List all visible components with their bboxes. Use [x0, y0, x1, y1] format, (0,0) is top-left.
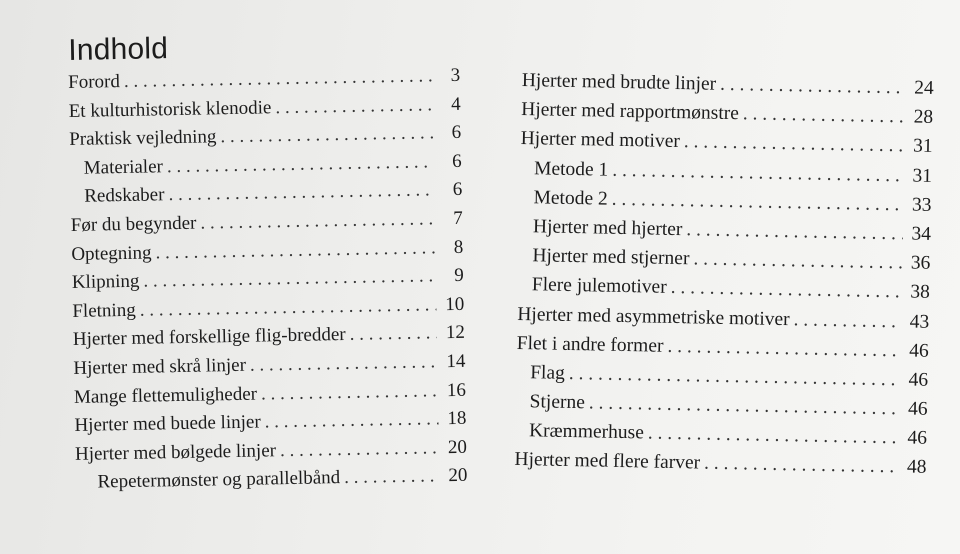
toc-entry-label: Fletning	[72, 299, 136, 322]
dot-leader	[200, 208, 435, 234]
dot-leader	[684, 131, 905, 157]
toc-entry-label: Hjerter med skrå linjer	[73, 354, 247, 379]
toc-entry-label: Kræmmerhuse	[528, 420, 645, 444]
toc-entry-label: Klipning	[71, 270, 140, 294]
toc-entry	[75, 465, 467, 501]
toc-entry-page-number: 6	[451, 121, 462, 144]
dot-leader	[793, 309, 901, 333]
dot-leader	[612, 188, 904, 216]
toc-entry-page-number: 16	[446, 379, 467, 401]
toc-entry-label: Hjerter med forskellige flig-bredder	[72, 324, 346, 351]
toc-entry-page-number: 9	[454, 264, 464, 287]
dot-leader	[344, 466, 440, 490]
toc-entry-label: Optegning	[71, 242, 152, 265]
dot-leader	[168, 180, 434, 207]
dot-leader	[220, 123, 433, 149]
toc-entry-page-number: 46	[908, 369, 929, 391]
dot-leader	[264, 408, 438, 433]
dot-leader	[140, 294, 437, 321]
toc-entry-label: Hjerter med buede linjer	[74, 411, 261, 437]
dot-leader	[167, 151, 434, 178]
toc-entry-label: Praktisk vejledning	[69, 126, 217, 151]
dot-leader	[155, 237, 435, 264]
page-title: Indhold	[68, 32, 169, 67]
toc-entry-page-number: 6	[452, 179, 463, 201]
dot-leader	[589, 392, 900, 420]
toc-entry-page-number: 33	[911, 194, 932, 216]
toc-entry-label: Før du begynder	[70, 212, 197, 236]
toc-left-column	[68, 65, 468, 501]
toc-entry-label: Hjerter med flere farver	[514, 449, 701, 474]
toc-entry-page-number: 7	[453, 207, 463, 229]
toc-entry-page-number: 28	[913, 106, 934, 129]
toc-entry-page-number: 14	[446, 350, 466, 373]
toc-entry-page-number: 36	[910, 252, 931, 274]
dot-leader	[261, 380, 438, 405]
toc-entry-label: Repetermønster og parallelbånd	[97, 467, 341, 493]
toc-entry-label: Metode 2	[533, 186, 608, 210]
toc-entry-page-number: 31	[912, 135, 933, 158]
toc-entry-label: Metode 1	[533, 157, 609, 181]
dot-leader	[686, 219, 903, 245]
toc-entry-label: Hjerter med rapportmønstre	[521, 99, 740, 125]
dot-leader	[743, 103, 906, 128]
toc-entry-label: Mange flettemuligheder	[73, 383, 258, 408]
toc-entry-page-number: 43	[909, 310, 930, 333]
toc-entry-label: Hjerter med hjerter	[532, 216, 683, 241]
toc-entry-page-number: 20	[447, 436, 468, 458]
toc-entry-page-number: 46	[907, 427, 928, 450]
toc-entry-page-number: 46	[907, 398, 928, 420]
toc-right-column	[514, 70, 934, 486]
toc-entry-page-number: 18	[447, 407, 467, 430]
toc-entry-page-number: 34	[911, 223, 932, 245]
dot-leader	[667, 336, 901, 362]
dot-leader	[250, 351, 438, 376]
toc-entry-page-number: 20	[448, 465, 468, 487]
toc-entry-page-number: 6	[452, 150, 462, 172]
toc-entry-label: Hjerter med stjerner	[532, 245, 690, 270]
toc-entry-page-number: 10	[445, 293, 465, 315]
dot-leader	[124, 65, 433, 93]
dot-leader	[648, 423, 900, 450]
dot-leader	[275, 94, 433, 119]
toc-entry-page-number: 8	[453, 236, 464, 258]
toc-entry-page-number: 24	[914, 77, 934, 99]
dot-leader	[670, 277, 902, 303]
toc-entry-label: Flag	[529, 362, 566, 384]
dot-leader	[612, 159, 904, 187]
toc-entry-page-number: 38	[910, 281, 931, 304]
toc-entry-page-number: 46	[908, 340, 929, 362]
dot-leader	[704, 453, 899, 479]
toc-entry-page-number: 31	[912, 165, 933, 187]
toc-entry-page-number: 48	[906, 456, 927, 479]
toc-entry-label: Hjerter med brudte linjer	[521, 70, 717, 95]
toc-entry-page-number: 3	[450, 64, 461, 86]
toc-entry-page-number: 12	[445, 322, 466, 344]
toc-entry-label: Hjerter med motiver	[520, 128, 681, 153]
toc-entry-label: Stjerne	[529, 391, 586, 414]
toc-entry-label: Et kulturhistorisk klenodie	[68, 96, 272, 122]
dot-leader	[720, 74, 906, 100]
toc-entry-label: Hjerter med bølgede linjer	[74, 439, 277, 465]
toc-entry-label: Flet i andre former	[516, 332, 664, 357]
toc-entry-page-number: 4	[450, 93, 461, 115]
dot-leader	[349, 323, 437, 347]
toc-entry-label: Materialer	[83, 156, 164, 179]
toc-entry-label: Redskaber	[84, 184, 165, 208]
dot-leader	[693, 248, 902, 274]
dot-leader	[280, 437, 439, 462]
toc-entry-label: Flere julemotiver	[531, 274, 667, 299]
dot-leader	[143, 265, 436, 292]
toc-entry-label: Forord	[68, 71, 121, 93]
toc-entry-label: Hjerter med asymmetriske motiver	[517, 303, 790, 330]
